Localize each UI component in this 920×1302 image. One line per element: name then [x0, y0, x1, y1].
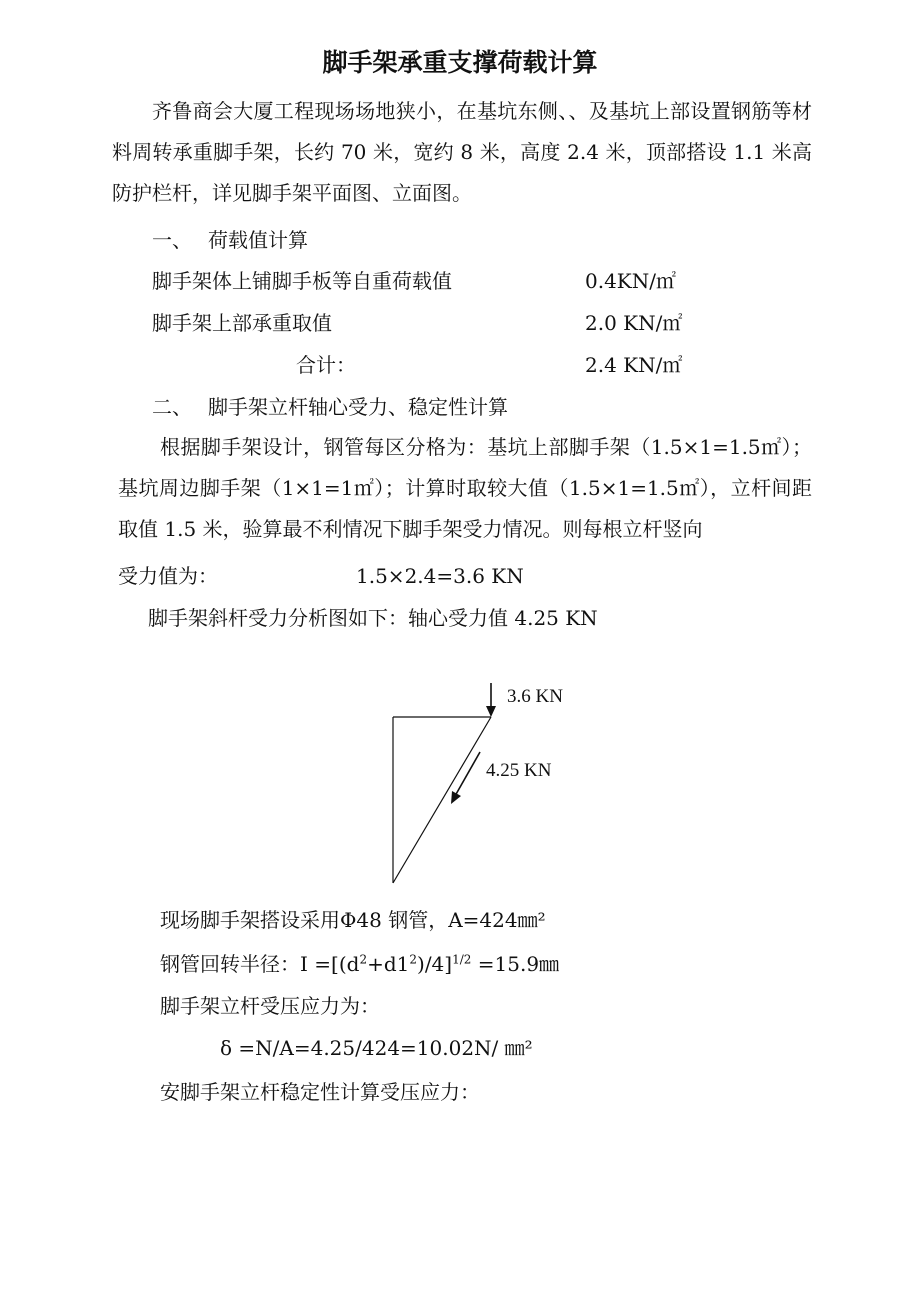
diagram-diagonal-member — [393, 717, 491, 883]
page-title: 脚手架承重支撑荷载计算 — [322, 48, 598, 77]
section1-heading: 荷载值计算 — [208, 228, 308, 252]
stress-formula: δ =N/A=4.25/424=10.02N/ ㎜² — [220, 1036, 533, 1060]
total-value: 2.4 KN/㎡ — [585, 353, 683, 377]
stress-heading: 脚手架立杆受压应力为： — [160, 994, 380, 1018]
pipe-spec-line: 现场脚手架搭设采用Φ48 钢管，A=424㎜² — [160, 908, 546, 932]
analysis-line: 脚手架斜杆受力分析图如下：轴心受力值 4.25 KN — [148, 606, 598, 630]
vertical-load-label: 3.6 KN — [507, 686, 563, 707]
radius-line: 钢管回转半径：$I =[(d^2+d1^2)/4]^{1/2}$ =15.9㎜ — [160, 952, 560, 976]
section2-number: 二、 — [152, 395, 192, 419]
force-formula: 1.5×2.4=3.6 KN — [356, 564, 524, 588]
vertical-load-arrow-icon — [486, 683, 496, 717]
axial-load-label: 4.25 KN — [486, 760, 552, 781]
section2-heading: 脚手架立杆轴心受力、稳定性计算 — [208, 395, 508, 419]
section2-paragraph: 根据脚手架设计，钢管每区分格为：基坑上部脚手架（1.5×1=1.5㎡）；基坑周边脚手架（1×1=1㎡）；计算时取较大值（1.5×1=1.5㎡），立杆间距取值 1.5 米，验算最不利情况下脚手架受力情况。则每根立杆竖向 — [118, 435, 812, 541]
force-label: 受力值为： — [118, 564, 218, 588]
force-diagram — [380, 670, 620, 900]
load-row-value: 0.4KN/㎡ — [585, 269, 676, 293]
intro-paragraph: 齐鲁商会大厦工程现场场地狭小，在基坑东侧、、及基坑上部设置钢筋等材料周转承重脚手架，长约 70 米，宽约 8 米，高度 2.4 米，顶部搭设 1.1 米高防护栏杆，详见脚手架平面图、立面图。 — [112, 99, 812, 205]
load-row-value: 2.0 KN/㎡ — [585, 311, 683, 335]
load-row-label: 脚手架上部承重取值 — [152, 311, 332, 335]
stability-heading: 安脚手架立杆稳定性计算受压应力： — [160, 1080, 480, 1104]
total-label: 合计： — [296, 353, 356, 377]
load-row-label: 脚手架体上铺脚手板等自重荷载值 — [152, 269, 452, 293]
section1-number: 一、 — [152, 228, 192, 252]
